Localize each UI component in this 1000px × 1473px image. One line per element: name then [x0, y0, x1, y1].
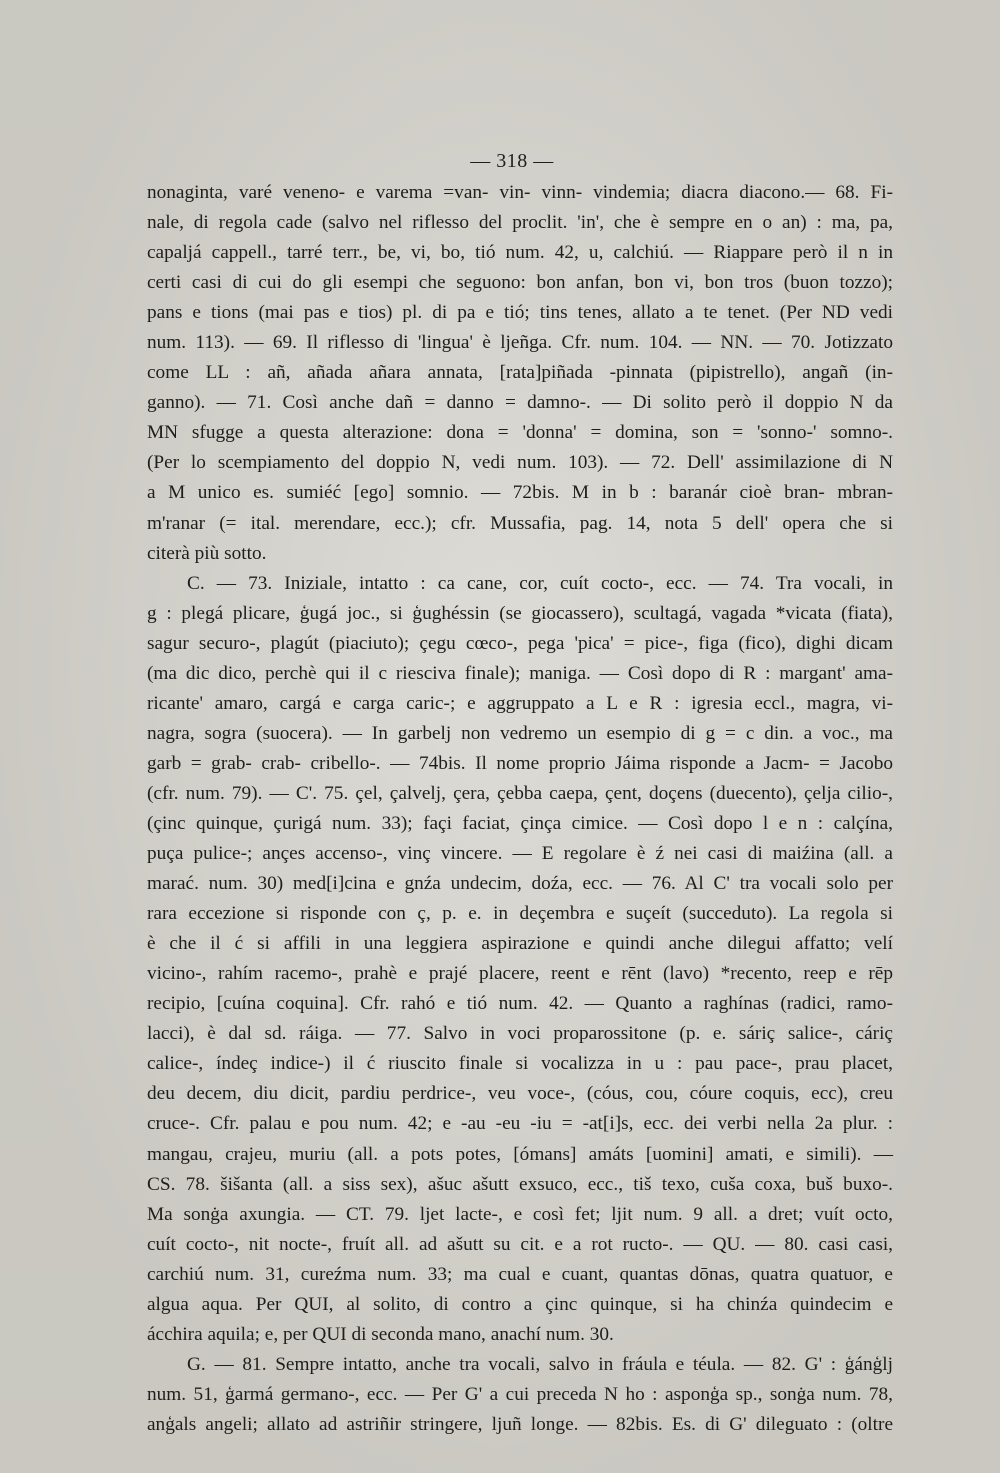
text-line: pans e tions (mai pas e tios) pl. di pa e tió; tins tenes, allato a te tenet. (Per ND vedi [147, 302, 893, 324]
text-line: marać. num. 30) med[i]cina e gnźa undecim, doźa, ecc. — 76. Al C' tra vocali solo per [147, 873, 893, 895]
text-line: garb = grab- crab- cribello-. — 74bis. Il nome proprio Jáima risponde a Jacm- = Jacobo [147, 752, 893, 774]
text-line: C. — 73. Iniziale, intatto : ca cane, cor, cuít cocto-, ecc. — 74. Tra vocali, in [187, 572, 893, 594]
text-line: rara eccezione si risponde con ç, p. e. in deçembra e suçeít (succeduto). La regola si [147, 903, 893, 925]
text-line: Ma sonġa axungia. — CT. 79. ljet lacte-, e così fet; ljit num. 9 all. a dret; vuít octo, [147, 1203, 893, 1225]
text-line: lacci), è dal sd. ráiga. — 77. Salvo in voci proparossitone (p. e. sáriç salice-, cáriç [147, 1023, 893, 1045]
text-line: ganno). — 71. Così anche dañ = danno = damno-. — Di solito però il doppio N da [147, 392, 893, 414]
text-line: nale, di regola cade (salvo nel riflesso del proclit. 'in', che è sempre en o an) : ma, pa, [147, 212, 893, 234]
text-line: calice-, índeç indice-) il ć riuscito finale si vocalizza in u : pau pace-, prau placet, [147, 1053, 893, 1075]
text-line: cruce-. Cfr. palau e pou num. 42; e -au -eu -iu = -at[i]s, ecc. dei verbi nella 2a plur. : [147, 1113, 893, 1135]
body-text [147, 178, 893, 1440]
text-line: num. 51, ģarmá germano-, ecc. — Per G' a cui preceda N ho : asponģa sp., sonġa num. 78, [147, 1383, 893, 1405]
text-line: algua aqua. Per QUI, al solito, di contro a çinc quinque, si ha chinźa quindecim e [147, 1293, 893, 1315]
text-line: cuít cocto-, nit nocte-, fruít all. ad ašutt su cit. e a rot ructo-. — QU. — 80. casi casi, [147, 1233, 893, 1255]
text-line: sagur securo-, plagút (piaciuto); çegu cœco-, pega 'pica' = pice-, figa (fico), dighi dicam [147, 632, 893, 654]
text-line: MN sfugge a questa alterazione: dona = 'donna' = domina, son = 'sonno-' somno-. [147, 422, 893, 444]
text-line: è che il ć si affili in una leggiera aspirazione e quindi anche dilegui affatto; velí [147, 933, 893, 955]
text-line: (cfr. num. 79). — C'. 75. çel, çalvelj, çera, çebba caepa, çent, doçens (duecento), çelja cilio-, [147, 782, 893, 804]
text-line: G. — 81. Sempre intatto, anche tra vocali, salvo in fráula e téula. — 82. G' : ģánģlj [187, 1353, 893, 1375]
text-line: ácchira aquila; e, per QUI di seconda mano, anachí num. 30. [147, 1323, 614, 1345]
text-line: (çinc quinque, çurigá num. 33); façi faciat, çinça cimice. — Così dopo l e n : calçína, [147, 812, 893, 834]
text-line: mangau, crajeu, muriu (all. a pots potes, [ómans] amáts [uomini] amati, e simili). — [147, 1143, 893, 1165]
text-line: vicino-, rahím racemo-, prahè e prajé placere, reent e rēnt (lavo) *recento, reep e rēp [147, 963, 893, 985]
text-line: (ma dic dico, perchè qui il c riesciva finale); maniga. — Così dopo di R : margant' ama- [147, 662, 893, 684]
text-line: num. 113). — 69. Il riflesso di 'lingua' è ljeñga. Cfr. num. 104. — NN. — 70. Jotizzato [147, 332, 893, 354]
text-line: deu decem, diu dicit, pardiu perdrice-, veu voce-, (cóus, cou, cóure coquis, ecc), creu [147, 1083, 893, 1105]
text-line: certi casi di cui do gli esempi che seguono: bon anfan, bon vi, bon tros (buon tozzo); [147, 272, 893, 294]
text-line: CS. 78. šišanta (all. a siss sex), ašuc ašutt exsuco, ecc., tiš texo, cuša coxa, buš buxo-. [147, 1173, 893, 1195]
text-line: a M unico es. sumiéć [ego] somnio. — 72bis. M in b : baranár cioè bran- mbran- [147, 482, 893, 504]
page-number: — 318 — [470, 150, 554, 172]
text-line: g : plegá plicare, ģugá joc., si ģughéssin (se giocassero), scultagá, vagada *vicata (fiata), [147, 602, 893, 624]
text-line: ricante' amaro, cargá e carga caric-; e aggruppato a L e R : igresia eccl., magra, vi- [147, 692, 893, 714]
text-line: nonaginta, varé veneno- e varema =van- vin- vinn- vindemia; diacra diacono.— 68. Fi- [147, 182, 893, 203]
text-line: (Per lo scempiamento del doppio N, vedi num. 103). — 72. Dell' assimilazione di N [147, 452, 893, 474]
text-line: come LL : añ, añada añara annata, [rata]piñada -pinnata (pipistrello), angañ (in- [147, 362, 893, 384]
text-line: capaljá cappell., tarré terr., be, vi, bo, tió num. 42, u, calchiú. — Riappare però il n in [147, 242, 893, 264]
text-line: puça pulice-; ançes accenso-, vinç vincere. — E regolare è ź nei casi di maiźina (all. a [147, 843, 893, 865]
text-line: carchiú num. 31, cureźma num. 33; ma cual e cuant, quantas dōnas, quatra quatuor, e [147, 1263, 893, 1285]
text-line: citerà più sotto. [147, 542, 267, 564]
text-line: m'ranar (= ital. merendare, ecc.); cfr. Mussafia, pag. 14, nota 5 dell' opera che si [147, 512, 893, 534]
text-line: recipio, [cuína coquina]. Cfr. rahó e tió num. 42. — Quanto a raghínas (radici, ramo- [147, 993, 893, 1015]
text-line: nagra, sogra (suocera). — In garbelj non vedremo un esempio di g = c din. a voc., ma [147, 722, 893, 744]
text-line: anģals angeli; allato ad astriñir stringere, ljuñ longe. — 82bis. Es. di G' dileguato : (oltre [147, 1413, 893, 1435]
